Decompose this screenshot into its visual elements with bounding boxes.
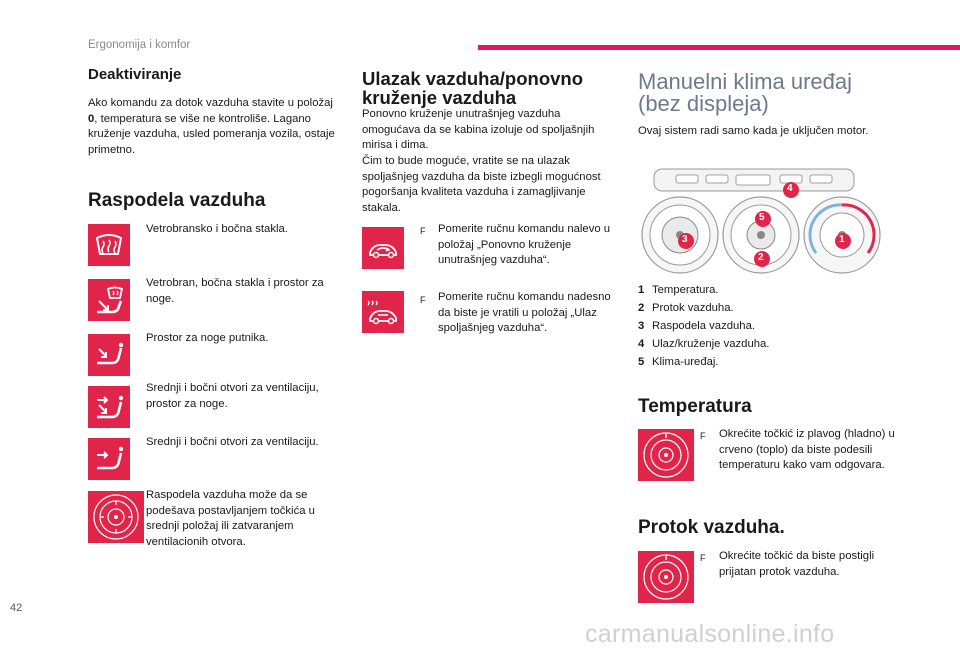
raspodela-item-4-text: Srednji i bočni otvori za ventilaciju. xyxy=(146,436,319,448)
manuelni-intro: Ovaj sistem radi samo kada je uključen motor. xyxy=(638,125,869,137)
raspodela-item-5-text: Raspodela vazduha može da se podešava postavljanjem točkića u srednji položaj ili zatvaranjem ventilacionih otvora. xyxy=(146,489,315,548)
raspodela-item-0-text: Vetrobransko i bočna stakla. xyxy=(146,223,288,235)
raspodela-title: Raspodela vazduha xyxy=(88,190,266,211)
legend-item: 5 Klima-uređaj. xyxy=(638,356,719,368)
callout-4: 4 xyxy=(787,183,793,194)
raspodela-item-1-text: Vetrobran, bočna stakla i prostor za noge. xyxy=(146,277,324,305)
recirculation-icon xyxy=(362,227,404,269)
temperatura-text: Okrećite točkić iz plavog (hladno) u crveno (toplo) da biste podesili temperaturu kako vam odgovara. xyxy=(719,428,895,471)
callout-5: 5 xyxy=(759,212,765,223)
page-number: 42 xyxy=(10,602,23,614)
section-header: Ergonomija i komfor xyxy=(88,39,191,51)
blower-knob-icon xyxy=(638,551,694,603)
callout-1: 1 xyxy=(839,234,845,245)
bullet-marker: F xyxy=(700,431,706,441)
legend-item: 1 Temperatura. xyxy=(638,284,719,296)
callout-2: 2 xyxy=(758,252,764,263)
bullet-marker: F xyxy=(420,295,426,305)
manuelni-title-line2: (bez displeja) xyxy=(638,91,769,116)
climate-panel-diagram xyxy=(636,163,886,277)
raspodela-item-2-text: Prostor za noge putnika. xyxy=(146,332,269,344)
fresh-air-icon xyxy=(362,291,404,333)
bullet-marker: F xyxy=(700,553,706,563)
ulazak-intro: Ponovno kruženje unutrašnjeg vazduha omogućava da se kabina izoluje od spoljašnjih mirisa i dima. xyxy=(362,108,595,151)
callout-3: 3 xyxy=(682,234,688,245)
ulazak-intro-2: Čim to bude moguće, vratite se na ulazak spoljašnjeg vazduha da biste izbegli mogućnost pogoršanja kvaliteta vazduha i zamagljivanje stakala. xyxy=(362,155,601,214)
protok-title: Protok vazduha. xyxy=(638,517,785,538)
temperatura-title: Temperatura xyxy=(638,396,752,417)
deaktiviranje-title: Deaktiviranje xyxy=(88,66,182,83)
legend-item: 2 Protok vazduha. xyxy=(638,302,734,314)
distribution-knob-icon xyxy=(88,491,144,543)
temperature-knob-icon xyxy=(638,429,694,481)
ulazak-title-line1: Ulazak vazduha/ponovno xyxy=(362,68,584,89)
windshield-defrost-icon xyxy=(88,224,130,266)
protok-text: Okrećite točkić da biste postigli prijatan protok vazduha. xyxy=(719,550,875,578)
face-feet-icon xyxy=(88,386,130,428)
deaktiviranje-text: Ako komandu za dotok vazduha stavite u položaj 0, temperatura se više ne kontroliše. Lagano kruženje vazduha, usled pomeranja vozila, ostaje primetno. xyxy=(88,97,335,156)
face-vent-icon xyxy=(88,438,130,480)
watermark: carmanualsonline.info xyxy=(585,620,835,648)
feet-icon xyxy=(88,334,130,376)
raspodela-item-3-text: Srednji i bočni otvori za ventilaciju, prostor za noge. xyxy=(146,382,319,410)
legend-item: 3 Raspodela vazduha. xyxy=(638,320,756,332)
manuelni-title-line1: Manuelni klima uređaj xyxy=(638,69,852,94)
ulazak-item-0-text: Pomerite ručnu komandu nalevo u položaj „Ponovno kruženje unutrašnjeg vazduha“. xyxy=(438,223,611,266)
ulazak-item-1-text: Pomerite ručnu komandu nadesno da biste je vratili u položaj „Ulaz spoljašnjeg vazduha“. xyxy=(438,291,611,334)
header-accent-bar xyxy=(478,45,960,50)
windshield-feet-icon xyxy=(88,279,130,321)
ulazak-title-line2: kruženje vazduha xyxy=(362,87,517,108)
legend-item: 4 Ulaz/kruženje vazduha. xyxy=(638,338,770,350)
bullet-marker: F xyxy=(420,226,426,236)
